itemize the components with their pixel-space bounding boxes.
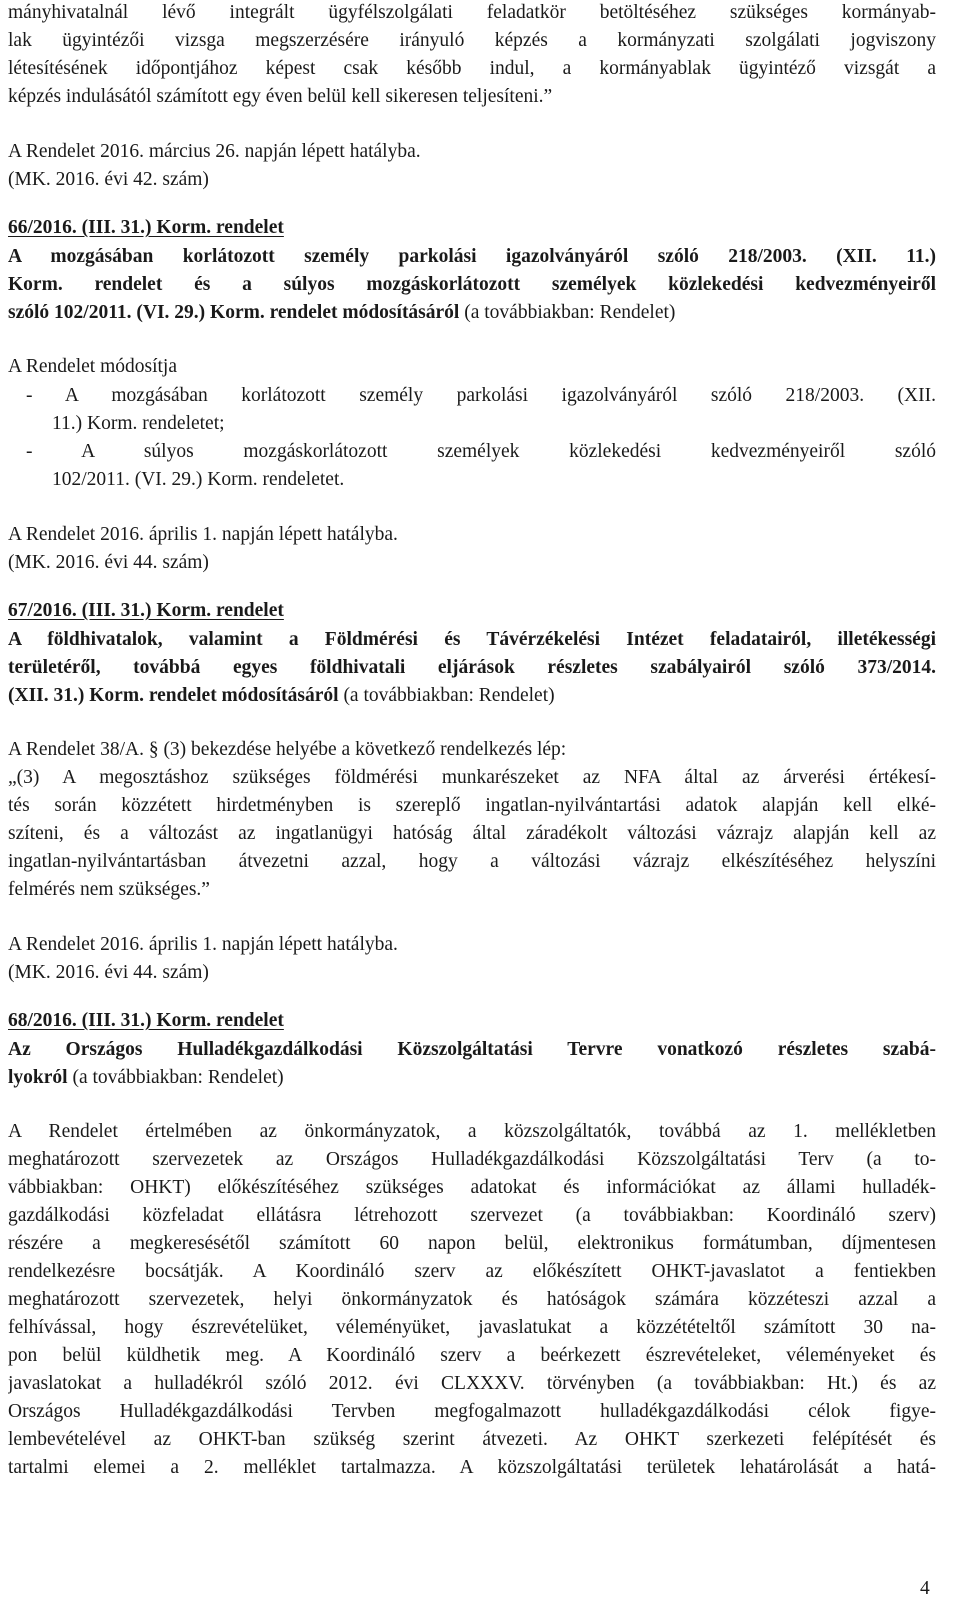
amendment-intro: A Rendelet módosítja xyxy=(8,356,177,377)
paragraph-line: mányhivatalnál lévő integrált ügyfélszolgálati feladatkör betöltéséhez szükséges kormányab- xyxy=(8,2,936,23)
page-number: 4 xyxy=(920,1578,930,1599)
paragraph-line: javaslatokat a hulladékról szóló 2012. évi CLXXXV. törvényben (a továbbiakban: Ht.) és az xyxy=(8,1373,936,1394)
paragraph-line: meghatározott szervezetek az Országos Hulladékgazdálkodási Közszolgáltatási Terv (a to- xyxy=(8,1149,936,1170)
quote-line: ingatlan-nyilvántartásban átvezetni azzal, hogy a változási vázrajz elkészítéséhez helyszíni xyxy=(8,851,936,872)
gazette-reference: (MK. 2016. évi 42. szám) xyxy=(8,169,209,190)
section-reference: A Rendelet 38/A. § (3) bekezdése helyébe a következő rendelkezés lép: xyxy=(8,739,567,760)
decree-title-line: A mozgásában korlátozott személy parkolási igazolványáról szóló 218/2003. (XII. 11.) xyxy=(8,246,936,267)
paragraph-line: lak ügyintézői vizsga megszerzésére irányuló képzés a kormányzati szolgálati jogviszony xyxy=(8,30,936,51)
amendment-item-line: - A súlyos mozgáskorlátozott személyek közlekedési kedvezményeiről szóló xyxy=(26,441,936,462)
effective-date: A Rendelet 2016. április 1. napján lépett hatályba. xyxy=(8,524,398,545)
decree-title-bold: (XII. 31.) Korm. rendelet módosításáról xyxy=(8,685,339,706)
paragraph-line: felhívással, hogy észrevételüket, véleményüket, javaslatukat a közzétételtől számított 30 na- xyxy=(8,1317,936,1338)
decree-title-bold: lyokról xyxy=(8,1067,68,1088)
paragraph-line: tartalmi elemei a 2. melléklet tartalmazza. A közszolgáltatási területek lehatárolását a hatá- xyxy=(8,1457,936,1478)
decree-number-67: 67/2016. (III. 31.) Korm. rendelet xyxy=(8,600,284,621)
quote-line: tés során közzétett hirdetményben is szereplő ingatlan-nyilvántartási adatok alapján kell elké- xyxy=(8,795,936,816)
decree-title-last-line xyxy=(8,681,555,711)
quote-line: felmérés nem szükséges.” xyxy=(8,879,210,900)
paragraph-line: meghatározott szervezetek, helyi önkormányzatok és hatóságok számára közzéteszi azzal a xyxy=(8,1289,936,1310)
gazette-reference: (MK. 2016. évi 44. szám) xyxy=(8,962,209,983)
paragraph-line: rendelkezésre bocsátják. A Koordináló szerv az előkészített OHKT-javaslatot a fentiekben xyxy=(8,1261,936,1282)
decree-title-line: A földhivatalok, valamint a Földmérési és Távérzékelési Intézet feladatairól, illetékességi xyxy=(8,629,936,650)
decree-title-line: Az Országos Hulladékgazdálkodási Közszolgáltatási Tervre vonatkozó részletes szabá- xyxy=(8,1039,936,1060)
amendment-item-line: 11.) Korm. rendeletet; xyxy=(52,413,225,434)
decree-title-normal: (a továbbiakban: Rendelet) xyxy=(459,302,676,323)
paragraph-line: létesítésének időpontjához képest csak később indul, a kormányablak ügyintéző vizsgát a xyxy=(8,58,936,79)
amendment-item-line: 102/2011. (VI. 29.) Korm. rendeletet. xyxy=(52,469,345,490)
decree-title-bold: szóló 102/2011. (VI. 29.) Korm. rendelet módosításáról xyxy=(8,302,460,323)
decree-number-68: 68/2016. (III. 31.) Korm. rendelet xyxy=(8,1010,284,1031)
quote-line: „(3) A megosztáshoz szükséges földmérési munkarészeket az NFA által az árverési értékesí- xyxy=(8,767,936,788)
paragraph-line: képzés indulásától számított egy éven belül kell sikeresen teljesíteni.” xyxy=(8,86,553,107)
paragraph-line: gazdálkodási közfeladat ellátásra létrehozott szervezet (a továbbiakban: Koordináló szerv) xyxy=(8,1205,936,1226)
amendment-item-line: - A mozgásában korlátozott személy parkolási igazolványáról szóló 218/2003. (XII. xyxy=(26,385,936,406)
decree-title-normal: (a továbbiakban: Rendelet) xyxy=(67,1067,284,1088)
decree-title-line: területéről, továbbá egyes földhivatali eljárások részletes szabályairól szóló 373/2014. xyxy=(8,657,936,678)
effective-date: A Rendelet 2016. április 1. napján lépett hatályba. xyxy=(8,934,398,955)
paragraph-line: A Rendelet értelmében az önkormányzatok, a közszolgáltatók, továbbá az 1. mellékletben xyxy=(8,1121,936,1142)
decree-title-last-line xyxy=(8,1063,284,1093)
paragraph-line: részére a megkeresésétől számított 60 napon belül, elektronikus formátumban, díjmentesen xyxy=(8,1233,936,1254)
decree-title-last-line xyxy=(8,298,675,328)
quote-line: szíteni, és a változást az ingatlanügyi hatóság által záradékolt változási vázrajz alapján kell az xyxy=(8,823,936,844)
gazette-reference: (MK. 2016. évi 44. szám) xyxy=(8,552,209,573)
paragraph-line: pon belül küldhetik meg. A Koordináló szerv a beérkezett észrevételeket, véleményeket és xyxy=(8,1345,936,1366)
paragraph-line: vábbiakban: OHKT) előkészítéséhez szükséges adatokat és információkat az állami hulladék- xyxy=(8,1177,936,1198)
decree-number-66: 66/2016. (III. 31.) Korm. rendelet xyxy=(8,217,284,238)
effective-date: A Rendelet 2016. március 26. napján lépett hatályba. xyxy=(8,141,421,162)
paragraph-line: Országos Hulladékgazdálkodási Tervben megfogalmazott hulladékgazdálkodási célok figye- xyxy=(8,1401,936,1422)
decree-title-line: Korm. rendelet és a súlyos mozgáskorlátozott személyek közlekedési kedvezményeiről xyxy=(8,274,936,295)
paragraph-line: lembevételével az OHKT-ban szükség szerint átvezeti. Az OHKT szerkezeti felépítését és xyxy=(8,1429,936,1450)
decree-title-normal: (a továbbiakban: Rendelet) xyxy=(338,685,555,706)
